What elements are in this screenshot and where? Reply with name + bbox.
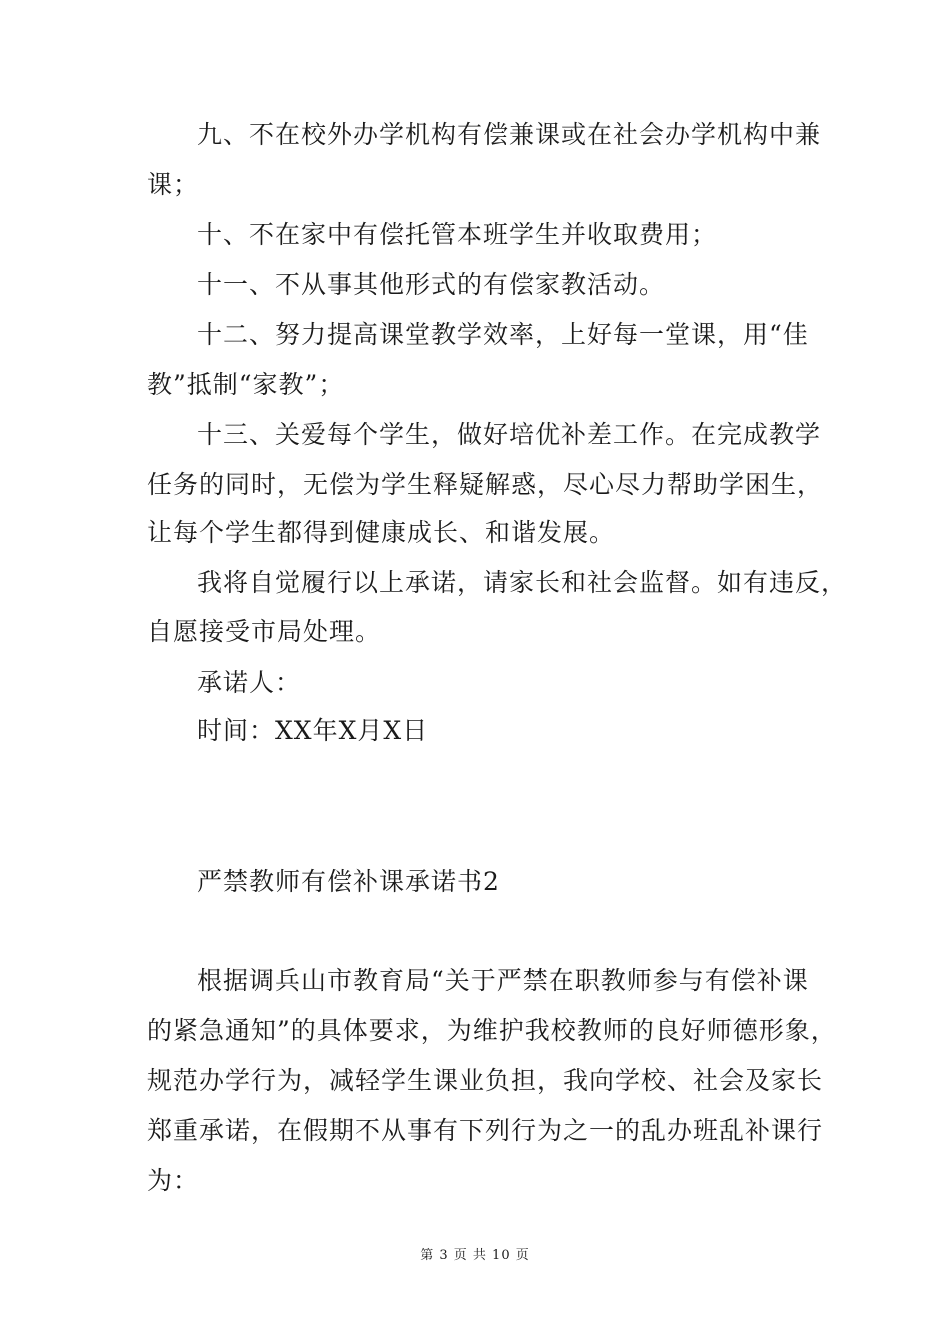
text-line: 教”抵制“家教”； <box>147 370 345 399</box>
text-line: 十三、关爱每个学生，做好培优补差工作。在完成教学 <box>197 420 822 449</box>
text-line: 自愿接受市局处理。 <box>147 617 382 646</box>
text-line: 我将自觉履行以上承诺，请家长和社会监督。如有违反， <box>197 568 848 597</box>
text-line: 规范办学行为，减轻学生课业负担，我向学校、社会及家长 <box>147 1066 824 1095</box>
text-line: 让每个学生都得到健康成长、和谐发展。 <box>147 518 616 547</box>
text-line: 九、不在校外办学机构有偿兼课或在社会办学机构中兼 <box>197 120 822 149</box>
text-line: 郑重承诺，在假期不从事有下列行为之一的乱办班乱补课行 <box>147 1116 824 1145</box>
date-line: 时间：XX年X月X日 <box>197 716 429 745</box>
text-line: 十二、努力提高课堂教学效率，上好每一堂课，用“佳 <box>197 320 809 349</box>
text-line: 为： <box>147 1166 200 1195</box>
text-line: 课； <box>147 170 200 199</box>
section-title: 严禁教师有偿补课承诺书2 <box>197 867 500 896</box>
text-line: 十一、不从事其他形式的有偿家教活动。 <box>197 270 666 299</box>
text-line: 根据调兵山市教育局“关于严禁在职教师参与有偿补课 <box>197 966 809 995</box>
text-line: 的紧急通知”的具体要求，为维护我校教师的良好师德形象， <box>147 1016 837 1045</box>
page-number-footer: 第 3 页 共 10 页 <box>420 1248 530 1263</box>
text-line: 十、不在家中有偿托管本班学生并收取费用； <box>197 220 718 249</box>
text-line: 任务的同时，无偿为学生释疑解惑，尽心尽力帮助学困生， <box>147 470 824 499</box>
signatory-label: 承诺人： <box>197 668 302 697</box>
